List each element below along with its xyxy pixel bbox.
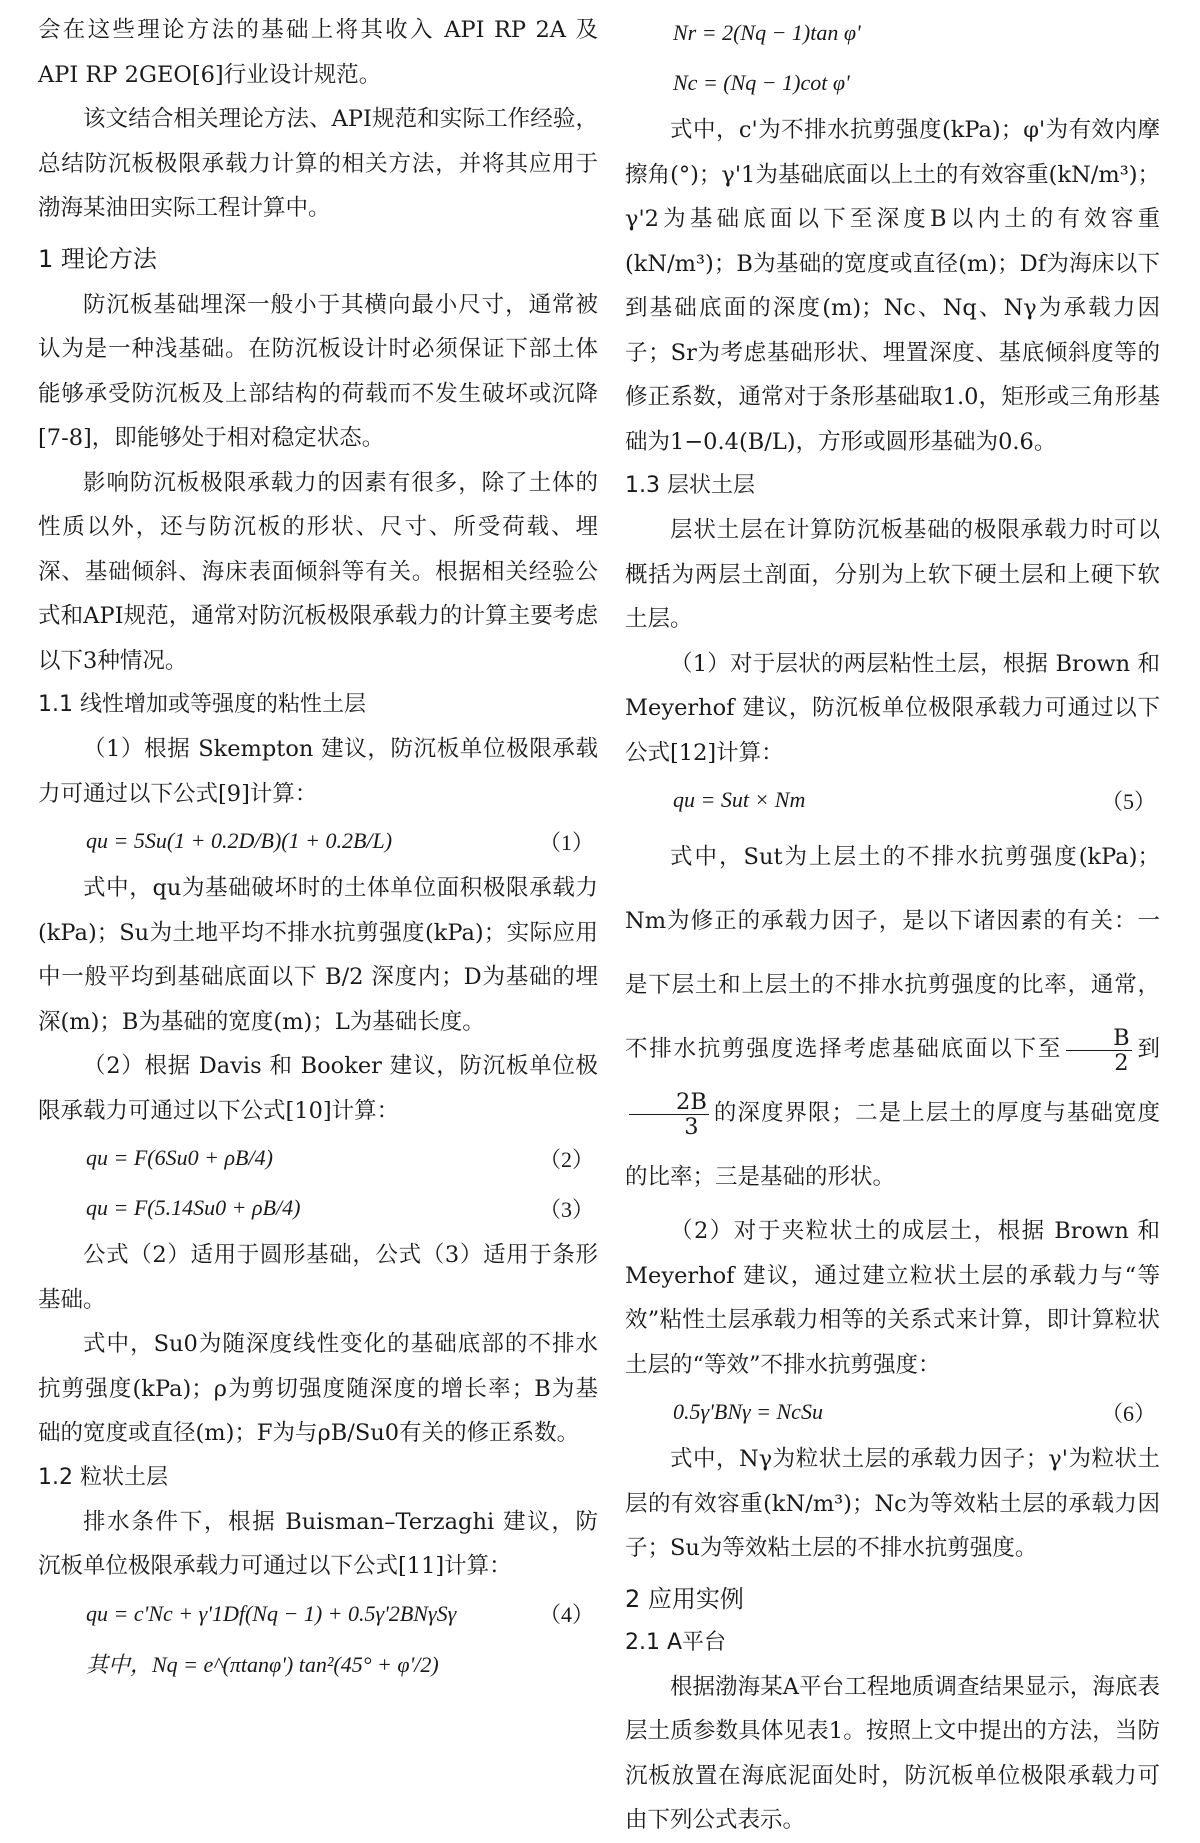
paragraph: 式中，c'为不排水抗剪强度(kPa)；φ'为有效内摩擦角(°)；γ'1为基础底面以上土的有效容重(kN/m³)；γ'2为基础底面以下至深度B以内土的有效容重(kN/m³)；B为基础的宽度或直径(m)；Df为海床以下到基础底面的深度(m)；Nc、Nq、Nγ为承载力因子；Sr为考虑基础形状、埋置深度、基底倾斜度等的修正系数，通常对于条形基础取1.0，矩形或三角形基础为1−0.4(B/L)，方形或圆形基础为0.6。 xyxy=(625,117,1160,455)
paragraph-text: 到 xyxy=(1135,1036,1160,1062)
subsection-heading: 1.2 粒状土层 xyxy=(38,1464,168,1490)
equation xyxy=(625,1387,1160,1437)
fraction-denominator: 2 xyxy=(1114,1049,1129,1076)
equation-number: （3） xyxy=(538,1196,594,1222)
equation-body: qu = F(6Su0 + ρB/4) xyxy=(86,1145,273,1170)
paragraph xyxy=(625,825,1160,1209)
section-heading: 2 应用实例 xyxy=(625,1584,744,1613)
paragraph: （1）对于层状的两层粘性土层，根据 Brown 和 Meyerhof 建议，防沉板单位极限承载力可通过以下公式[12]计算： xyxy=(625,650,1160,766)
subsection-heading: 1.3 层状土层 xyxy=(625,473,755,498)
paragraph: 该文结合相关理论方法、API规范和实际工作经验，总结防沉板极限承载力计算的相关方法，并将其应用于渤海某油田实际工程计算中。 xyxy=(38,106,598,221)
subsection-heading: 2.1 A平台 xyxy=(625,1629,727,1655)
fraction-numerator: 2B xyxy=(629,1090,709,1115)
equation-body: 其中，Nq = e^(πtanφ') tan²(45° + φ'/2) xyxy=(86,1652,439,1677)
right-column xyxy=(625,8,1160,1843)
equation-body: Nr = 2(Nq − 1)tan φ' xyxy=(673,20,861,45)
paragraph: 会在这些理论方法的基础上将其收入 API RP 2A 及 API RP 2GEO[6]行业设计规范。 xyxy=(38,17,598,88)
equation-body: Nc = (Nq − 1)cot φ' xyxy=(673,70,850,95)
section-heading: 1 理论方法 xyxy=(38,244,157,273)
paragraph: 根据渤海某A平台工程地质调查结果显示，海底表层土质参数具体见表1。按照上文中提出的方法，当防沉板放置在海底泥面处时，防沉板单位极限承载力可由下列公式表示。 xyxy=(625,1673,1160,1833)
equation-body: 0.5γ'BNγ = NcSu xyxy=(673,1399,823,1424)
equation-body: qu = F(5.14Su0 + ρB/4) xyxy=(86,1195,301,1220)
equation-body: qu = Sut × Nm xyxy=(673,787,806,812)
left-column xyxy=(38,8,598,1689)
paragraph: （2）根据 Davis 和 Booker 建议，防沉板单位极限承载力可通过以下公式[10]计算： xyxy=(38,1053,598,1124)
equation xyxy=(625,775,1160,825)
fraction xyxy=(1066,1026,1132,1075)
paragraph-text: 式中，Sut为上层土的不排水抗剪强度(kPa)；Nm为修正的承载力因子，是以下诸因素的有关：一是下层土和上层土的不排水抗剪强度的比率，通常，不排水抗剪强度选择考虑基础底面以下至 xyxy=(625,844,1160,1062)
equation-body: qu = 5Su(1 + 0.2D/B)(1 + 0.2B/L) xyxy=(86,828,393,853)
equation xyxy=(625,8,1160,58)
equation-number: （4） xyxy=(538,1602,594,1627)
equation xyxy=(38,1133,598,1183)
paragraph: 公式（2）适用于圆形基础，公式（3）适用于条形基础。 xyxy=(38,1242,598,1313)
paragraph-text: 的深度界限；二是上层土的厚度与基础宽度的比率；三是基础的形状。 xyxy=(625,1100,1160,1190)
paragraph: （1）根据 Skempton 建议，防沉板单位极限承载力可通过以下公式[9]计算： xyxy=(38,736,598,807)
paragraph: 防沉板基础埋深一般小于其横向最小尺寸，通常被认为是一种浅基础。在防沉板设计时必须保证下部土体能够承受防沉板及上部结构的荷载而不发生破坏或沉降[7-8]，即能够处于相对稳定状态。 xyxy=(38,291,598,451)
equation-number: （6） xyxy=(1100,1400,1156,1426)
fraction xyxy=(629,1090,709,1139)
equation-number: （1） xyxy=(538,829,594,855)
paragraph: 式中，Nγ为粒状土层的承载力因子；γ'为粒状土层的有效容重(kN/m³)；Nc为等效粘土层的承载力因子；Su为等效粘土层的不排水抗剪强度。 xyxy=(625,1446,1160,1561)
equation-number: （5） xyxy=(1100,788,1156,814)
paragraph: 式中，Su0为随深度线性变化的基础底部的不排水抗剪强度(kPa)；ρ为剪切强度随深度的增长率；B为基础的宽度或直径(m)；F为与ρB/Su0有关的修正系数。 xyxy=(38,1331,598,1446)
subsection-heading: 1.1 线性增加或等强度的粘性土层 xyxy=(38,692,366,717)
paragraph: 式中，qu为基础破坏时的土体单位面积极限承载力(kPa)；Su为土地平均不排水抗剪强度(kPa)；实际应用中一般平均到基础底面以下 B/2 深度内；D为基础的埋深(m)；B为基础的宽度(m)；L为基础长度。 xyxy=(38,875,598,1035)
fraction-denominator: 3 xyxy=(684,1113,699,1140)
paragraph: 排水条件下，根据 Buisman–Terzaghi 建议，防沉板单位极限承载力可通过以下公式[11]计算： xyxy=(38,1508,598,1579)
fraction-numerator: B xyxy=(1066,1026,1132,1051)
equation xyxy=(38,1589,598,1639)
equation xyxy=(625,58,1160,108)
equation-body: qu = c'Nc + γ'1Df(Nq − 1) + 0.5γ'2BNγSγ xyxy=(86,1600,457,1626)
equation xyxy=(38,1639,598,1689)
equation xyxy=(38,816,598,866)
paragraph: （2）对于夹粒状土的成层土，根据 Brown 和 Meyerhof 建议，通过建立粒状土层的承载力与“等效”粘性土层承载力相等的关系式来计算，即计算粒状土层的“等效”不排水抗剪强度： xyxy=(625,1218,1160,1378)
paragraph: 层状土层在计算防沉板基础的极限承载力时可以概括为两层土剖面，分别为上软下硬土层和上硬下软土层。 xyxy=(625,517,1160,632)
equation-number: （2） xyxy=(538,1146,594,1172)
equation xyxy=(38,1183,598,1233)
paragraph: 影响防沉板极限承载力的因素有很多，除了土体的性质以外，还与防沉板的形状、尺寸、所受荷载、埋深、基础倾斜、海床表面倾斜等有关。根据相关经验公式和API规范，通常对防沉板极限承载力的计算主要考虑以下3种情况。 xyxy=(38,469,598,674)
